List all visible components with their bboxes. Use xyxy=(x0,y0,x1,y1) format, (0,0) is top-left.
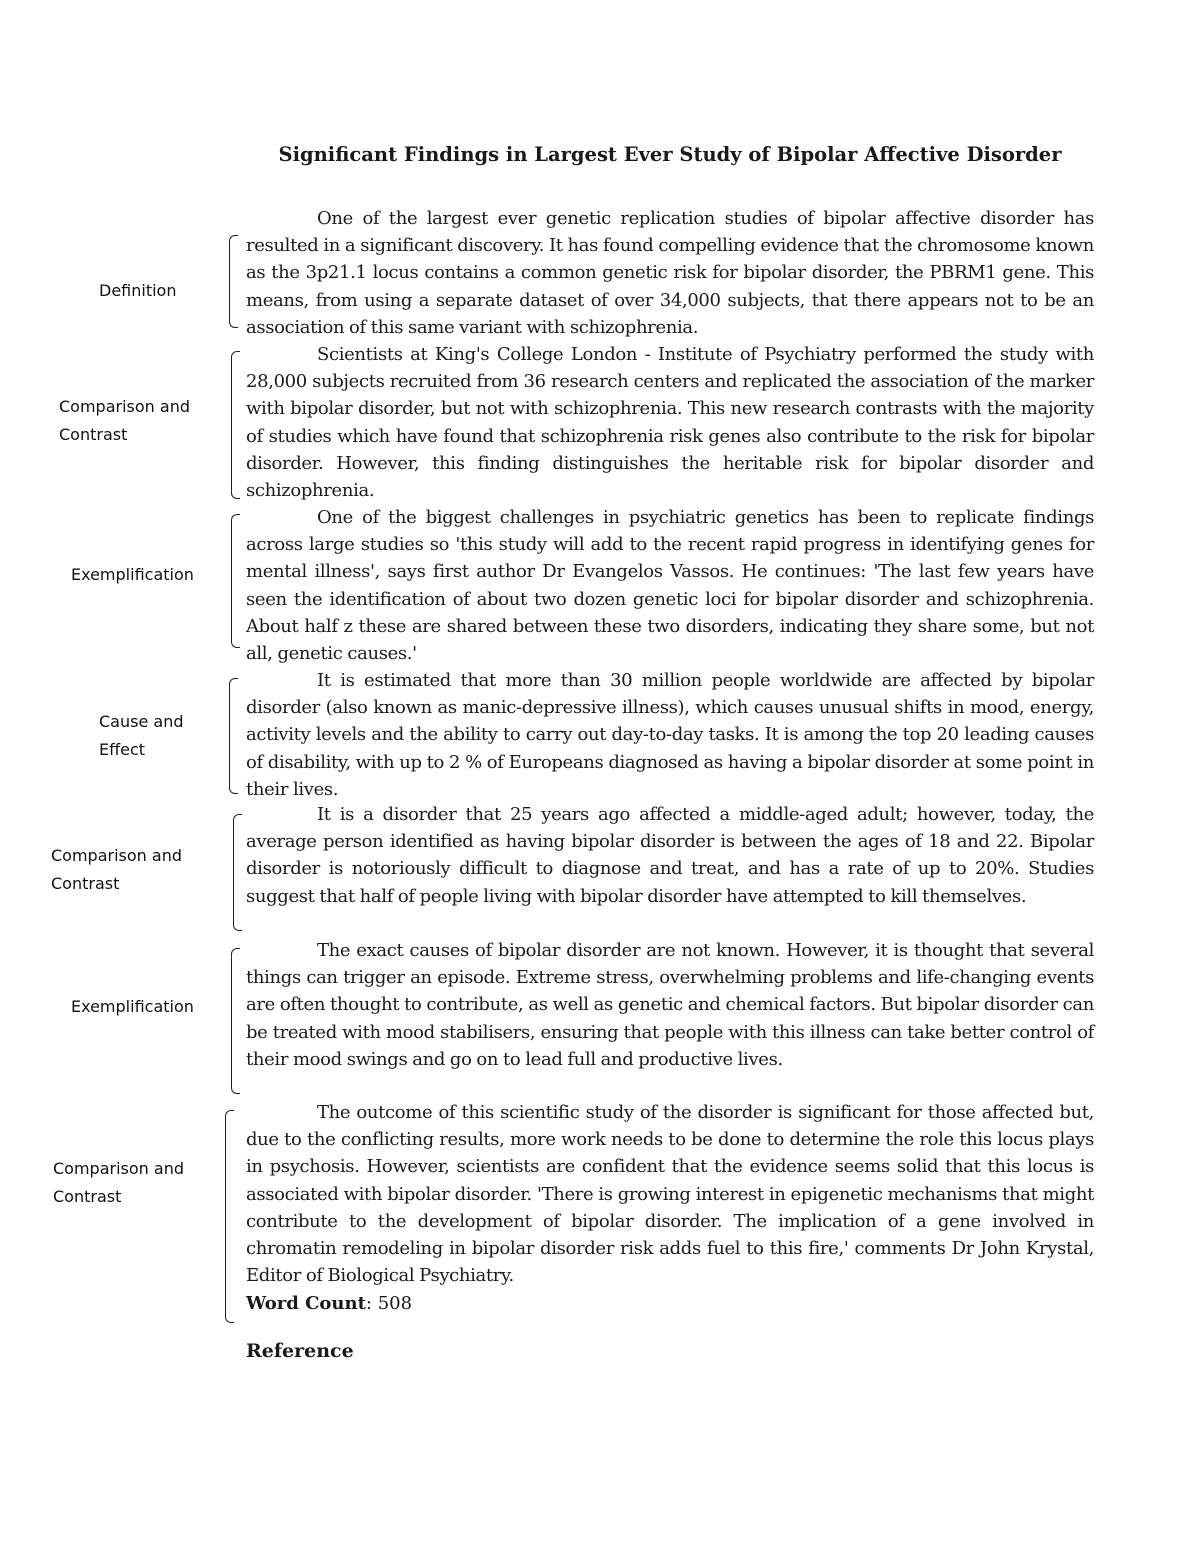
section-paragraph: It is estimated that more than 30 million people worldwide are affected by bipolar disorder (also known as manic-depressive illness), which causes unusual shifts in mood, energy, activity levels and the ability to carry out day-to-day tasks. It is among the top 20 leading causes of disability, with up to 2 % of Europeans diagnosed as having a bipolar disorder at some point in their lives. xyxy=(246,670,1094,800)
word-count xyxy=(246,1290,412,1317)
section-label: Definition xyxy=(99,281,177,300)
word-count-label: Word Count xyxy=(246,1293,366,1314)
section-paragraph: One of the largest ever genetic replication studies of bipolar affective disorder has resulted in a significant discovery. It has found compelling evidence that the chromosome known as the 3p21.1 locus contains a common genetic risk for bipolar disorder, the PBRM1 gene. This means, from using a separate dataset of over 34,000 subjects, that there appears not to be an association of this same variant with schizophrenia. xyxy=(246,208,1094,338)
section-bracket xyxy=(229,678,238,794)
section-label: Exemplification xyxy=(71,565,194,584)
section-bracket xyxy=(229,235,238,328)
word-count-value: : 508 xyxy=(365,1293,413,1314)
section-label: Exemplification xyxy=(71,997,194,1016)
section-paragraph: Scientists at King's College London - Institute of Psychiatry performed the study with 28,000 subjects recruited from 36 research centers and replicated the association of the marker with bipolar disorder, but not with schizophrenia. This new research contrasts with the majority of studies which have found that schizophrenia risk genes also contribute to the risk for bipolar disorder. However, this finding distinguishes the heritable risk for bipolar disorder and schizophrenia. xyxy=(246,344,1094,502)
reference-heading: Reference xyxy=(246,1340,354,1362)
section-label: Comparison and Contrast xyxy=(51,846,182,893)
section-bracket xyxy=(231,948,240,1094)
section-label: Comparison and Contrast xyxy=(53,1159,184,1206)
section-bracket xyxy=(231,351,240,499)
section-paragraph: The exact causes of bipolar disorder are not known. However, it is thought that several things can trigger an episode. Extreme stress, overwhelming problems and life-changing events are often thought to contribute, as well as genetic and chemical factors. But bipolar disorder can be treated with mood stabilisers, ensuring that people with this illness can take better control of their mood swings and go on to lead full and productive lives. xyxy=(246,940,1094,1070)
section-label: Cause and Effect xyxy=(99,712,184,759)
section-paragraph: It is a disorder that 25 years ago affected a middle-aged adult; however, today, the average person identified as having bipolar disorder is between the ages of 18 and 22. Bipolar disorder is notoriously difficult to diagnose and treat, and has a rate of up to 20%. Studies suggest that half of people living with bipolar disorder have attempted to kill themselves. xyxy=(246,804,1094,907)
section-paragraph: The outcome of this scientific study of the disorder is significant for those affected but, due to the conflicting results, more work needs to be done to determine the role this locus plays in psychosis. However, scientists are confident that the evidence seems solid that this locus is associated with bipolar disorder. 'There is growing interest in epigenetic mechanisms that might contribute to the development of bipolar disorder. The implication of a gene involved in chromatin remodeling in bipolar disorder risk adds fuel to this fire,' comments Dr John Krystal, Editor of Biological Psychiatry. xyxy=(246,1102,1094,1287)
section-bracket xyxy=(231,514,240,648)
document-title: Significant Findings in Largest Ever Study of Bipolar Affective Disorder xyxy=(278,143,1062,166)
section-bracket xyxy=(225,1110,234,1323)
section-label: Comparison and Contrast xyxy=(59,397,190,444)
section-paragraph: One of the biggest challenges in psychiatric genetics has been to replicate findings across large studies so 'this study will add to the recent rapid progress in identifying genes for mental illness', says first author Dr Evangelos Vassos. He continues: 'The last few years have seen the identification of about two dozen genetic loci for bipolar disorder and schizophrenia. About half z these are shared between these two disorders, indicating they share some, but not all, genetic causes.' xyxy=(246,507,1094,665)
section-bracket xyxy=(233,814,242,931)
